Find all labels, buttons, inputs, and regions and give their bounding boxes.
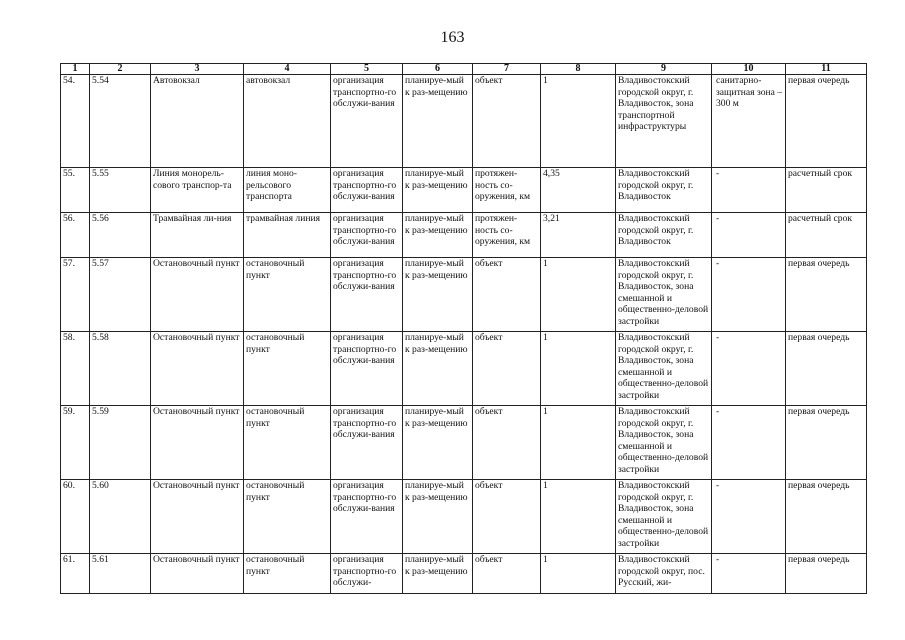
cell-text: организация транспортно-го обслужи-вания — [333, 480, 397, 514]
table-row — [61, 213, 867, 258]
table-cell-col-2 — [90, 213, 151, 258]
cell-text: планируе-мый к раз-мещению — [405, 258, 468, 281]
cell-text: Остановочный пункт — [153, 406, 240, 417]
cell-text: планируе-мый к раз-мещению — [405, 554, 468, 577]
cell-text: санитарно-защитная зона – 300 м — [716, 75, 783, 109]
table-cell-col-3 — [151, 213, 244, 258]
cell-text: 1 — [543, 75, 548, 86]
table-cell-col-7 — [473, 406, 541, 480]
table-cell-col-3 — [151, 554, 244, 594]
cell-text: организация транспортно-го обслужи-вания — [333, 75, 397, 109]
cell-text: 3,21 — [543, 213, 560, 224]
cell-text: Трамвайная ли-ния — [153, 213, 232, 224]
cell-text: 1 — [543, 554, 548, 565]
cell-text: планируе-мый к раз-мещению — [405, 213, 468, 236]
cell-text: первая очередь — [788, 406, 850, 417]
table-cell-col-9 — [616, 406, 712, 480]
table-cell-col-4 — [244, 406, 331, 480]
table-cell-col-3 — [151, 258, 244, 332]
cell-text: 57. — [63, 258, 75, 269]
column-header: 9 — [616, 64, 712, 75]
cell-text: протяжен-ность со-оружения, км — [475, 213, 531, 247]
cell-text: объект — [475, 75, 503, 86]
table-cell-col-2 — [90, 406, 151, 480]
table-cell-col-4 — [244, 554, 331, 594]
table-cell-col-10 — [712, 258, 786, 332]
table-cell-col-1 — [61, 168, 90, 213]
cell-text: Владивостокский городской округ, г. Владивосток, зона смешанной и общественно-деловой застройки — [618, 480, 709, 549]
table-cell-col-10 — [712, 480, 786, 554]
table-cell-col-3 — [151, 75, 244, 168]
cell-text: 5.58 — [92, 332, 109, 343]
table-cell-col-4 — [244, 258, 331, 332]
cell-text: первая очередь — [788, 75, 850, 86]
table-row — [61, 480, 867, 554]
cell-text: объект — [475, 554, 503, 565]
table-cell-col-10 — [712, 213, 786, 258]
table-cell-col-11 — [786, 213, 867, 258]
table-cell-col-3 — [151, 480, 244, 554]
table-cell-col-11 — [786, 168, 867, 213]
table-cell-col-2 — [90, 258, 151, 332]
cell-text: первая очередь — [788, 332, 850, 343]
table-cell-col-11 — [786, 554, 867, 594]
cell-text: линия моно-рельсового транспорта — [246, 168, 297, 202]
cell-text: 5.59 — [92, 406, 109, 417]
table-cell-col-5 — [331, 168, 403, 213]
table-cell-col-4 — [244, 75, 331, 168]
cell-text: - — [716, 213, 720, 224]
table-cell-col-7 — [473, 75, 541, 168]
table-cell-col-1 — [61, 75, 90, 168]
table-cell-col-10 — [712, 168, 786, 213]
column-header: 10 — [712, 64, 786, 75]
table-cell-col-3 — [151, 168, 244, 213]
table-row — [61, 332, 867, 406]
cell-text: Владивостокский городской округ, г. Владивосток — [618, 168, 694, 202]
table-cell-col-7 — [473, 332, 541, 406]
table-row — [61, 554, 867, 594]
table-cell-col-3 — [151, 406, 244, 480]
cell-text: 5.60 — [92, 480, 109, 491]
cell-text: 60. — [63, 480, 75, 491]
cell-text: расчетный срок — [788, 168, 853, 179]
table-header-row — [61, 64, 867, 75]
table-cell-col-1 — [61, 213, 90, 258]
cell-text: 1 — [543, 332, 548, 343]
table-body — [61, 75, 867, 594]
cell-text: планируе-мый к раз-мещению — [405, 75, 468, 98]
table-cell-col-4 — [244, 332, 331, 406]
table-cell-col-1 — [61, 258, 90, 332]
column-header: 6 — [403, 64, 473, 75]
table-cell-col-11 — [786, 75, 867, 168]
cell-text: расчетный срок — [788, 213, 853, 224]
table-cell-col-11 — [786, 332, 867, 406]
table-cell-col-4 — [244, 480, 331, 554]
table-cell-col-5 — [331, 332, 403, 406]
cell-text: 58. — [63, 332, 75, 343]
cell-text: организация транспортно-го обслужи-вания — [333, 213, 397, 247]
table-cell-col-5 — [331, 480, 403, 554]
table-cell-col-9 — [616, 332, 712, 406]
cell-text: 5.54 — [92, 75, 109, 86]
table-cell-col-4 — [244, 168, 331, 213]
cell-text: остановочный пункт — [246, 332, 305, 355]
cell-text: организация транспортно-го обслужи-вания — [333, 168, 397, 202]
table-cell-col-8 — [541, 75, 616, 168]
table-cell-col-11 — [786, 480, 867, 554]
table-cell-col-6 — [403, 332, 473, 406]
cell-text: 1 — [543, 258, 548, 269]
cell-text: объект — [475, 258, 503, 269]
cell-text: остановочный пункт — [246, 258, 305, 281]
table-cell-col-7 — [473, 213, 541, 258]
table-cell-col-6 — [403, 168, 473, 213]
cell-text: трамвайная линия — [246, 213, 321, 224]
table-cell-col-5 — [331, 554, 403, 594]
cell-text: - — [716, 406, 720, 417]
column-header: 7 — [473, 64, 541, 75]
column-header: 3 — [151, 64, 244, 75]
table-cell-col-2 — [90, 554, 151, 594]
table-cell-col-9 — [616, 75, 712, 168]
cell-text: Остановочный пункт — [153, 554, 240, 565]
table-cell-col-6 — [403, 554, 473, 594]
table-cell-col-11 — [786, 258, 867, 332]
cell-text: организация транспортно-го обслужи-вания — [333, 332, 397, 366]
cell-text: Владивостокский городской округ, г. Владивосток, зона смешанной и общественно-деловой застройки — [618, 332, 709, 401]
table-row — [61, 258, 867, 332]
cell-text: - — [716, 332, 720, 343]
table-cell-col-1 — [61, 480, 90, 554]
cell-text: Автовокзал — [153, 75, 200, 86]
cell-text: 1 — [543, 406, 548, 417]
table-cell-col-8 — [541, 213, 616, 258]
cell-text: 5.61 — [92, 554, 109, 565]
cell-text: остановочный пункт — [246, 406, 305, 429]
table-row — [61, 168, 867, 213]
column-header: 5 — [331, 64, 403, 75]
cell-text: 55. — [63, 168, 75, 179]
table-cell-col-2 — [90, 75, 151, 168]
table-cell-col-2 — [90, 168, 151, 213]
cell-text: планируе-мый к раз-мещению — [405, 332, 468, 355]
cell-text: протяжен-ность со-оружения, км — [475, 168, 531, 202]
cell-text: 61. — [63, 554, 75, 565]
cell-text: объект — [475, 480, 503, 491]
table-cell-col-8 — [541, 554, 616, 594]
table-cell-col-3 — [151, 332, 244, 406]
cell-text: остановочный пункт — [246, 480, 305, 503]
table-cell-col-8 — [541, 258, 616, 332]
table-cell-col-9 — [616, 554, 712, 594]
table-row — [61, 75, 867, 168]
cell-text: объект — [475, 406, 503, 417]
column-header: 8 — [541, 64, 616, 75]
cell-text: объект — [475, 332, 503, 343]
page-number: 163 — [440, 29, 465, 46]
column-header: 4 — [244, 64, 331, 75]
cell-text: - — [716, 554, 720, 565]
column-header: 11 — [786, 64, 867, 75]
table-cell-col-6 — [403, 75, 473, 168]
cell-text: 59. — [63, 406, 75, 417]
table-cell-col-9 — [616, 258, 712, 332]
cell-text: организация транспортно-го обслужи-вания — [333, 406, 397, 440]
table-cell-col-6 — [403, 480, 473, 554]
cell-text: Владивостокский городской округ, г. Владивосток — [618, 213, 694, 247]
cell-text: 54. — [63, 75, 75, 86]
cell-text: Остановочный пункт — [153, 480, 240, 491]
table-cell-col-9 — [616, 213, 712, 258]
cell-text: 5.55 — [92, 168, 109, 179]
cell-text: Остановочный пункт — [153, 332, 240, 343]
table-cell-col-5 — [331, 258, 403, 332]
table-cell-col-5 — [331, 406, 403, 480]
cell-text: 56. — [63, 213, 75, 224]
table-cell-col-7 — [473, 168, 541, 213]
cell-text: - — [716, 258, 720, 269]
table-cell-col-2 — [90, 332, 151, 406]
table-cell-col-4 — [244, 213, 331, 258]
cell-text: автовокзал — [246, 75, 291, 86]
table-cell-col-5 — [331, 213, 403, 258]
table-cell-col-9 — [616, 480, 712, 554]
cell-text: Владивостокский городской округ, г. Владивосток, зона смешанной и общественно-деловой застройки — [618, 258, 709, 327]
cell-text: Линия моноpель-сового транспор-та — [153, 168, 232, 191]
table-cell-col-10 — [712, 75, 786, 168]
table-cell-col-8 — [541, 168, 616, 213]
table-cell-col-9 — [616, 168, 712, 213]
cell-text: планируе-мый к раз-мещению — [405, 168, 468, 191]
cell-text: 1 — [543, 480, 548, 491]
table-cell-col-7 — [473, 258, 541, 332]
cell-text: Владивостокский городской округ, г. Владивосток, зона смешанной и общественно-деловой застройки — [618, 406, 709, 475]
table-cell-col-7 — [473, 554, 541, 594]
table-cell-col-7 — [473, 480, 541, 554]
cell-text: организация транспортно-го обслужи-вания — [333, 258, 397, 292]
cell-text: Владивостокский городской округ, пос. Русский, жи- — [618, 554, 705, 588]
cell-text: Остановочный пункт — [153, 258, 240, 269]
table-cell-col-1 — [61, 554, 90, 594]
table-cell-col-6 — [403, 213, 473, 258]
cell-text: 5.57 — [92, 258, 109, 269]
table-cell-col-6 — [403, 406, 473, 480]
table-cell-col-1 — [61, 406, 90, 480]
cell-text: первая очередь — [788, 554, 850, 565]
table-cell-col-10 — [712, 554, 786, 594]
cell-text: остановочный пункт — [246, 554, 305, 577]
table-cell-col-10 — [712, 406, 786, 480]
cell-text: планируе-мый к раз-мещению — [405, 480, 468, 503]
table-cell-col-8 — [541, 480, 616, 554]
table-cell-col-2 — [90, 480, 151, 554]
cell-text: Владивостокский городской округ, г. Владивосток, зона транспортной инфраструктуры — [618, 75, 694, 132]
table-row — [61, 406, 867, 480]
column-header: 2 — [90, 64, 151, 75]
table-cell-col-8 — [541, 406, 616, 480]
table-cell-col-10 — [712, 332, 786, 406]
column-header: 1 — [61, 64, 90, 75]
table-cell-col-8 — [541, 332, 616, 406]
data-table — [60, 63, 867, 594]
cell-text: организация транспортно-го обслужи- — [333, 554, 397, 588]
cell-text: первая очередь — [788, 258, 850, 269]
table-cell-col-6 — [403, 258, 473, 332]
table-cell-col-1 — [61, 332, 90, 406]
cell-text: - — [716, 480, 720, 491]
cell-text: - — [716, 168, 720, 179]
table-cell-col-5 — [331, 75, 403, 168]
cell-text: 4,35 — [543, 168, 560, 179]
cell-text: первая очередь — [788, 480, 850, 491]
cell-text: планируе-мый к раз-мещению — [405, 406, 468, 429]
table-cell-col-11 — [786, 406, 867, 480]
cell-text: 5.56 — [92, 213, 109, 224]
